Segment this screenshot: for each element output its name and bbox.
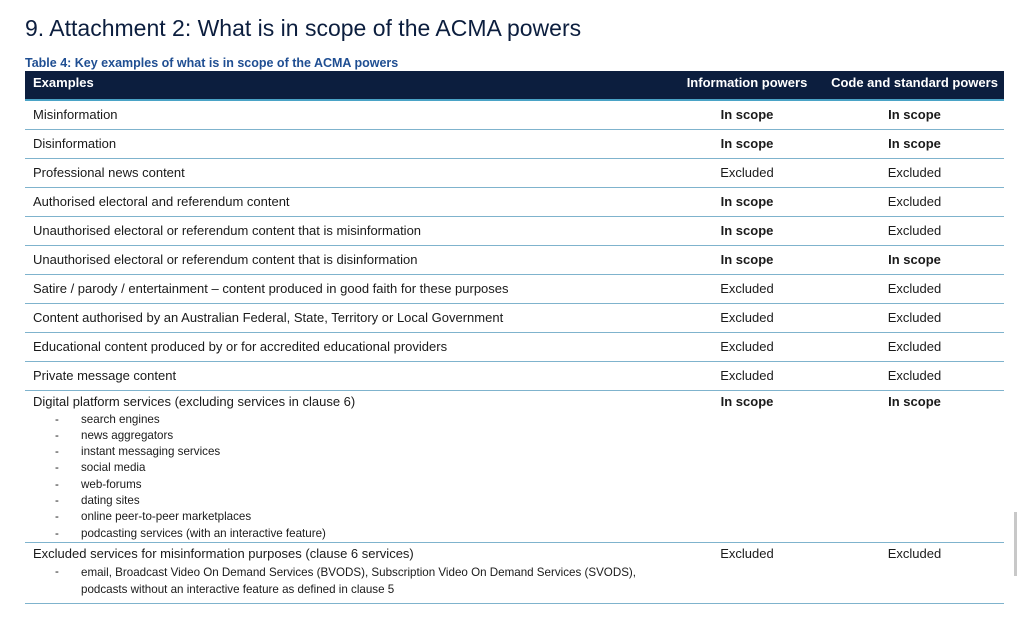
table-row: [25, 158, 1004, 187]
example-cell: [25, 390, 669, 542]
table-row: [25, 274, 1004, 303]
example-cell: Content authorised by an Australian Federal, State, Territory or Local Government: [25, 303, 669, 332]
list-item-text: email, Broadcast Video On Demand Services (BVODS), Subscription Video On Demand Services (SVODS), podcasts without an interactive feature as defined in clause 5: [81, 565, 637, 596]
list-item: [55, 493, 661, 509]
table-row: [25, 216, 1004, 245]
example-cell: Authorised electoral and referendum content: [25, 187, 669, 216]
example-cell: Professional news content: [25, 158, 669, 187]
list-item: [55, 564, 661, 598]
example-cell: Unauthorised electoral or referendum content that is misinformation: [25, 216, 669, 245]
platform-services-list: [33, 412, 661, 542]
information-powers-cell: Excluded: [669, 274, 825, 303]
table-row: [25, 100, 1004, 129]
table-row: [25, 129, 1004, 158]
dash-bullet: -: [55, 412, 59, 426]
code-standard-powers-cell: Excluded: [825, 332, 1004, 361]
table-row: [25, 303, 1004, 332]
information-powers-cell: In scope: [669, 129, 825, 158]
example-cell: [25, 542, 669, 603]
list-item: [55, 428, 661, 444]
code-standard-powers-cell: In scope: [825, 129, 1004, 158]
table-row: [25, 361, 1004, 390]
code-standard-powers-cell: Excluded: [825, 303, 1004, 332]
code-standard-powers-cell: Excluded: [825, 361, 1004, 390]
dash-bullet: -: [55, 526, 59, 540]
example-cell: Satire / parody / entertainment – content produced in good faith for these purposes: [25, 274, 669, 303]
code-standard-powers-cell: In scope: [825, 390, 1004, 542]
list-item: [55, 444, 661, 460]
information-powers-cell: In scope: [669, 390, 825, 542]
list-item-text: podcasting services (with an interactive feature): [81, 526, 326, 540]
dash-bullet: -: [55, 510, 59, 524]
table-row: [25, 332, 1004, 361]
example-cell: Unauthorised electoral or referendum content that is disinformation: [25, 245, 669, 274]
information-powers-cell: In scope: [669, 187, 825, 216]
list-item-text: dating sites: [81, 493, 140, 507]
table-row: [25, 187, 1004, 216]
dash-bullet: -: [55, 477, 59, 491]
list-item: [55, 526, 661, 542]
code-standard-powers-cell: Excluded: [825, 158, 1004, 187]
information-powers-cell: Excluded: [669, 361, 825, 390]
list-item-text: search engines: [81, 412, 160, 426]
scope-table: [25, 71, 1004, 604]
example-cell: Educational content produced by or for accredited educational providers: [25, 332, 669, 361]
example-text: Digital platform services (excluding services in clause 6): [33, 393, 356, 409]
table-row: [25, 390, 1004, 542]
example-cell: Private message content: [25, 361, 669, 390]
code-standard-powers-cell: Excluded: [825, 542, 1004, 603]
example-text: Excluded services for misinformation purposes (clause 6 services): [33, 545, 414, 561]
code-standard-powers-cell: In scope: [825, 100, 1004, 129]
information-powers-cell: Excluded: [669, 158, 825, 187]
dash-bullet: -: [55, 461, 59, 475]
list-item-text: news aggregators: [81, 428, 174, 442]
table-header-row: [25, 71, 1004, 100]
information-powers-cell: In scope: [669, 245, 825, 274]
list-item-text: web-forums: [81, 477, 142, 491]
code-standard-powers-cell: Excluded: [825, 187, 1004, 216]
list-item-text: instant messaging services: [81, 445, 221, 459]
list-item-text: online peer-to-peer marketplaces: [81, 510, 252, 524]
information-powers-cell: In scope: [669, 100, 825, 129]
section-heading: 9. Attachment 2: What is in scope of the ACMA powers: [25, 15, 582, 41]
example-cell: Disinformation: [25, 129, 669, 158]
list-item: [55, 412, 661, 428]
table-row: [25, 542, 1004, 603]
code-standard-powers-cell: Excluded: [825, 274, 1004, 303]
table-body: [25, 100, 1004, 603]
list-item-text: social media: [81, 461, 146, 475]
header-code-standard-powers: Code and standard powers: [825, 71, 1004, 100]
information-powers-cell: Excluded: [669, 332, 825, 361]
information-powers-cell: Excluded: [669, 542, 825, 603]
header-information-powers: Information powers: [669, 71, 825, 100]
example-cell: Misinformation: [25, 100, 669, 129]
list-item: [55, 460, 661, 476]
information-powers-cell: Excluded: [669, 303, 825, 332]
code-standard-powers-cell: Excluded: [825, 216, 1004, 245]
dash-bullet: -: [55, 445, 59, 459]
list-item: [55, 509, 661, 525]
table-row: [25, 245, 1004, 274]
excluded-services-list: [33, 564, 661, 598]
information-powers-cell: In scope: [669, 216, 825, 245]
dash-bullet: -: [55, 564, 59, 578]
dash-bullet: -: [55, 493, 59, 507]
code-standard-powers-cell: In scope: [825, 245, 1004, 274]
dash-bullet: -: [55, 428, 59, 442]
header-examples: Examples: [25, 71, 669, 100]
list-item: [55, 477, 661, 493]
table-caption: Table 4: Key examples of what is in scope of the ACMA powers: [25, 56, 399, 70]
